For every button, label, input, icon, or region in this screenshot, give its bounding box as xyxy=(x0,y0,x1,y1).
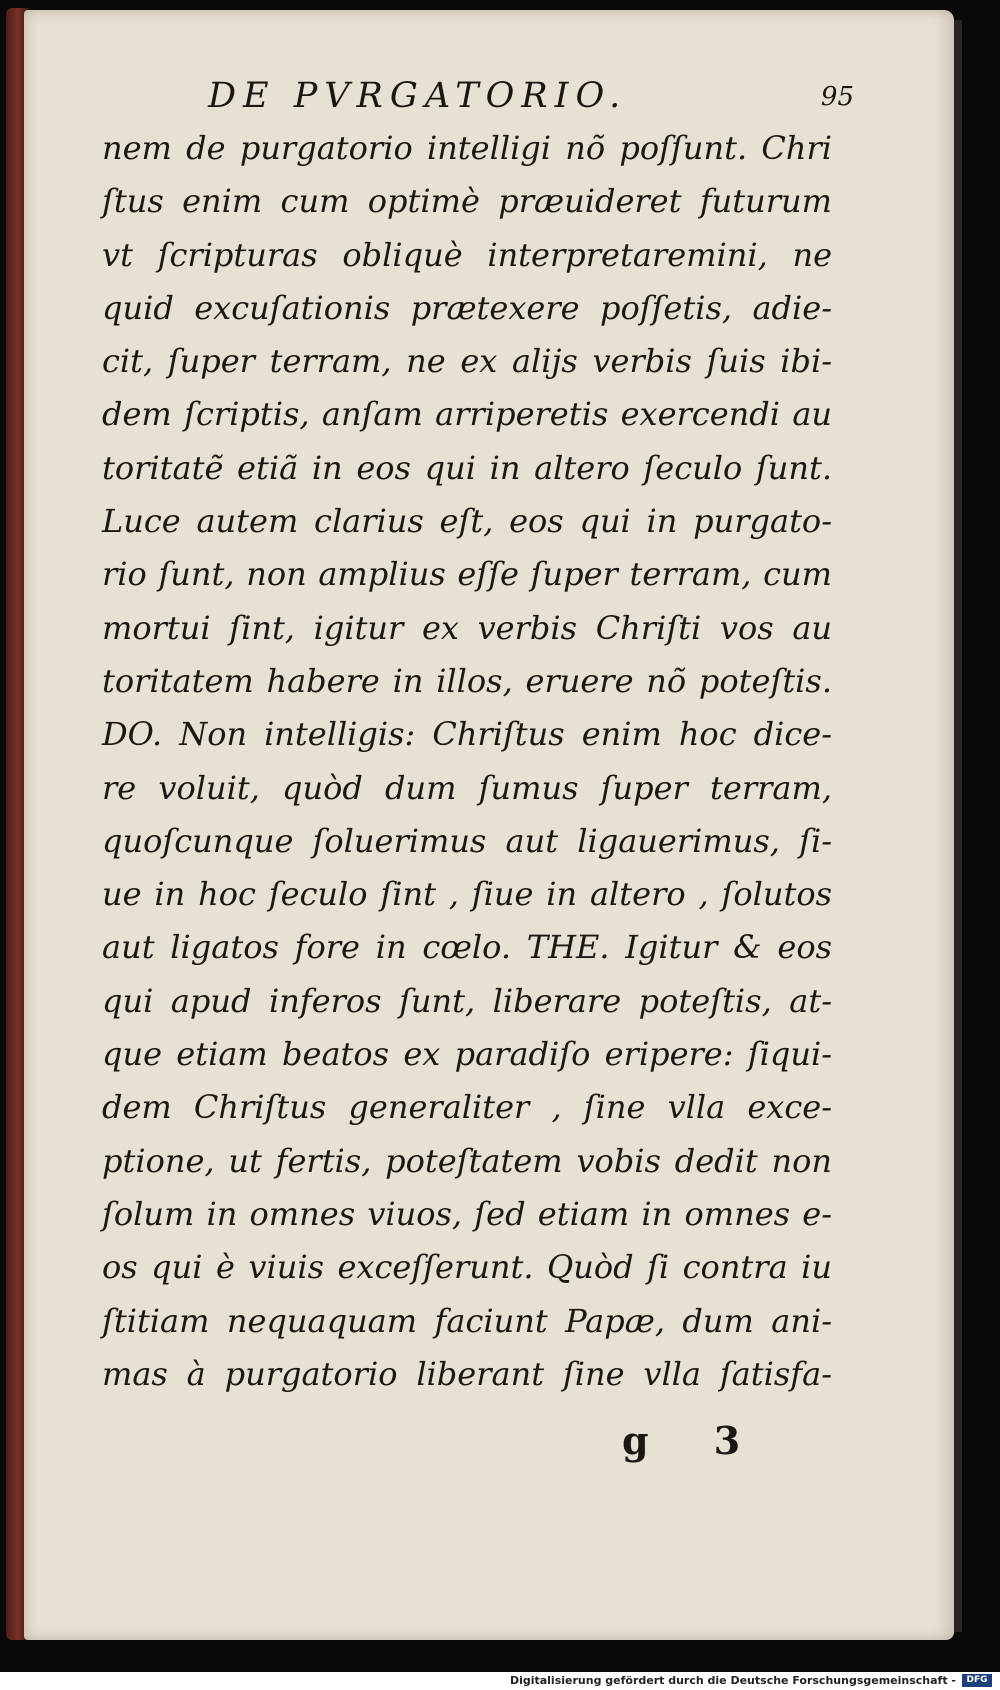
text-line: mortui ſint, igitur ex verbis Chriſti vos au xyxy=(102,608,832,647)
text-line: toritatẽ etiã in eos qui in altero ſeculo ſunt. xyxy=(102,448,832,487)
text-line: aut ligatos fore in cœlo. THE. Igitur & eos xyxy=(102,928,832,967)
body-text xyxy=(102,122,832,1401)
text-line: Luce autem clarius eſt, eos qui in purgato- xyxy=(102,502,832,541)
text-line: que etiam beatos ex paradiſo eripere: ſiqui- xyxy=(102,1035,832,1074)
text-line: ſtitiam nequaquam faciunt Papæ, dum ani- xyxy=(102,1301,832,1340)
text-line: cit, ſuper terram, ne ex alijs verbis ſuis ibi- xyxy=(102,342,832,381)
page-number: 95 xyxy=(820,82,854,112)
signature-mark: g 3 xyxy=(622,1418,767,1463)
text-line: ptione, ut fertis, poteſtatem vobis dedit non xyxy=(102,1141,832,1180)
text-line: rio ſunt, non amplius eſſe ſuper terram, cum xyxy=(102,555,832,594)
text-line: os qui è viuis exceſſerunt. Quòd ſi contra iu xyxy=(102,1248,832,1287)
text-line: ue in hoc ſeculo ſint , ſiue in altero , ſolutos xyxy=(102,875,832,914)
text-line: vt ſcripturas obliquè interpretaremini, ne xyxy=(102,235,832,274)
text-line: dem ſcriptis, anſam arriperetis exercendi au xyxy=(102,395,832,434)
text-line: qui apud inferos ſunt, liberare poteſtis, at- xyxy=(102,981,832,1020)
text-line: toritatem habere in illos, eruere nõ poteſtis. xyxy=(102,661,832,700)
text-line: re voluit, quòd dum ſumus ſuper terram, xyxy=(102,768,832,807)
footer-credit: Digitalisierung gefördert durch die Deutsche Forschungsgemeinschaft - xyxy=(509,1674,956,1687)
text-line: quid excuſationis prætexere poſſetis, adie- xyxy=(102,288,832,327)
text-line: dem Chriſtus generaliter , ſine vlla exce- xyxy=(102,1088,832,1127)
dfg-logo: DFG xyxy=(962,1674,992,1687)
digitization-footer xyxy=(0,1672,1000,1690)
text-line: mas à purgatorio liberant ſine vlla ſatisfa- xyxy=(102,1354,832,1393)
page-right-edge xyxy=(954,20,962,1632)
page-sheet xyxy=(24,10,954,1640)
text-line: ſolum in omnes viuos, ſed etiam in omnes e- xyxy=(102,1194,832,1233)
page-header xyxy=(184,76,854,122)
text-line: quoſcunque ſoluerimus aut ligauerimus, ſi- xyxy=(102,821,832,860)
text-line: DO. Non intelligis: Chriſtus enim hoc dice- xyxy=(102,715,832,754)
text-line: ſtus enim cum optimè præuideret futurum xyxy=(102,182,832,221)
running-title: DE PVRGATORIO. xyxy=(208,76,628,116)
text-line: nem de purgatorio intelligi nõ poſſunt. Chri xyxy=(102,129,832,167)
